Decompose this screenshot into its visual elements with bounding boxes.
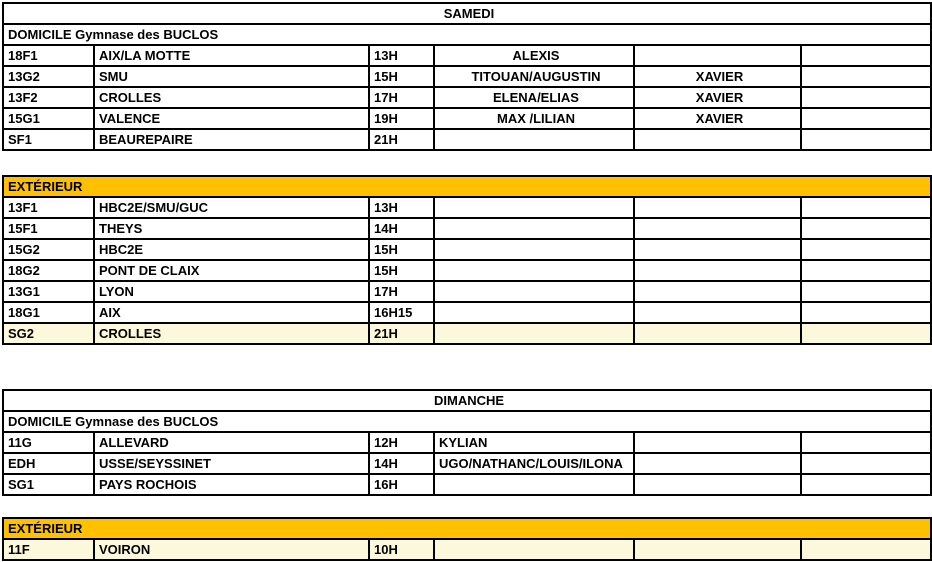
opponent-cell: HBC2E — [94, 239, 369, 260]
referee-cell — [634, 432, 801, 453]
opponent-cell: PAYS ROCHOIS — [94, 474, 369, 495]
category-cell: 11F — [3, 539, 94, 560]
extra-cell — [801, 302, 931, 323]
time-cell: 10H — [369, 539, 434, 560]
extra-cell — [801, 108, 931, 129]
players-cell — [434, 239, 634, 260]
table-row — [3, 302, 931, 323]
category-cell: EDH — [3, 453, 94, 474]
extra-cell — [801, 129, 931, 150]
category-cell: SG2 — [3, 323, 94, 344]
time-cell: 19H — [369, 108, 434, 129]
table-row — [3, 66, 931, 87]
dimanche-title-row — [3, 390, 931, 411]
opponent-cell: VOIRON — [94, 539, 369, 560]
samedi-title: SAMEDI — [3, 3, 931, 24]
referee-cell — [634, 197, 801, 218]
opponent-cell: HBC2E/SMU/GUC — [94, 197, 369, 218]
referee-cell: XAVIER — [634, 66, 801, 87]
opponent-cell: PONT DE CLAIX — [94, 260, 369, 281]
extra-cell — [801, 239, 931, 260]
table-row — [3, 45, 931, 66]
dimanche-exterieur-header-row — [3, 518, 931, 539]
time-cell: 14H — [369, 453, 434, 474]
table-row — [3, 260, 931, 281]
exterieur-header: EXTÉRIEUR — [3, 176, 931, 197]
players-cell — [434, 197, 634, 218]
exterieur-header: EXTÉRIEUR — [3, 518, 931, 539]
extra-cell — [801, 45, 931, 66]
table-row — [3, 129, 931, 150]
referee-cell — [634, 239, 801, 260]
dimanche-domicile-table — [2, 389, 932, 496]
players-cell: UGO/NATHANC/LOUIS/ILONA — [434, 453, 634, 474]
category-cell: 13F1 — [3, 197, 94, 218]
opponent-cell: THEYS — [94, 218, 369, 239]
table-row — [3, 281, 931, 302]
referee-cell — [634, 281, 801, 302]
players-cell — [434, 474, 634, 495]
referee-cell — [634, 474, 801, 495]
players-cell: ELENA/ELIAS — [434, 87, 634, 108]
extra-cell — [801, 281, 931, 302]
category-cell: 18G2 — [3, 260, 94, 281]
opponent-cell: LYON — [94, 281, 369, 302]
time-cell: 15H — [369, 260, 434, 281]
players-cell: ALEXIS — [434, 45, 634, 66]
domicile-header: DOMICILE Gymnase des BUCLOS — [3, 411, 931, 432]
table-row — [3, 218, 931, 239]
time-cell: 21H — [369, 129, 434, 150]
table-row — [3, 432, 931, 453]
time-cell: 17H — [369, 281, 434, 302]
table-row — [3, 87, 931, 108]
extra-cell — [801, 87, 931, 108]
opponent-cell: VALENCE — [94, 108, 369, 129]
referee-cell: XAVIER — [634, 108, 801, 129]
opponent-cell: ALLEVARD — [94, 432, 369, 453]
time-cell: 16H15 — [369, 302, 434, 323]
schedule-page — [0, 2, 932, 561]
category-cell: SF1 — [3, 129, 94, 150]
time-cell: 14H — [369, 218, 434, 239]
category-cell: 15G1 — [3, 108, 94, 129]
extra-cell — [801, 66, 931, 87]
dimanche-title: DIMANCHE — [3, 390, 931, 411]
category-cell: 18G1 — [3, 302, 94, 323]
opponent-cell: USSE/SEYSSINET — [94, 453, 369, 474]
category-cell: 13F2 — [3, 87, 94, 108]
extra-cell — [801, 260, 931, 281]
table-row — [3, 197, 931, 218]
samedi-domicile-table — [2, 2, 932, 151]
opponent-cell: BEAUREPAIRE — [94, 129, 369, 150]
players-cell: TITOUAN/AUGUSTIN — [434, 66, 634, 87]
time-cell: 12H — [369, 432, 434, 453]
time-cell: 15H — [369, 66, 434, 87]
extra-cell — [801, 323, 931, 344]
category-cell: SG1 — [3, 474, 94, 495]
category-cell: 18F1 — [3, 45, 94, 66]
table-row — [3, 453, 931, 474]
table-row-highlighted — [3, 539, 931, 560]
opponent-cell: CROLLES — [94, 87, 369, 108]
samedi-title-row — [3, 3, 931, 24]
opponent-cell: AIX — [94, 302, 369, 323]
referee-cell — [634, 260, 801, 281]
players-cell — [434, 539, 634, 560]
domicile-header: DOMICILE Gymnase des BUCLOS — [3, 24, 931, 45]
category-cell: 11G — [3, 432, 94, 453]
extra-cell — [801, 197, 931, 218]
players-cell — [434, 281, 634, 302]
category-cell: 15G2 — [3, 239, 94, 260]
extra-cell — [801, 474, 931, 495]
players-cell: MAX /LILIAN — [434, 108, 634, 129]
opponent-cell: CROLLES — [94, 323, 369, 344]
time-cell: 16H — [369, 474, 434, 495]
extra-cell — [801, 539, 931, 560]
players-cell: KYLIAN — [434, 432, 634, 453]
dimanche-domicile-header-row — [3, 411, 931, 432]
players-cell — [434, 129, 634, 150]
players-cell — [434, 260, 634, 281]
time-cell: 15H — [369, 239, 434, 260]
extra-cell — [801, 218, 931, 239]
referee-cell — [634, 539, 801, 560]
category-cell: 13G2 — [3, 66, 94, 87]
opponent-cell: AIX/LA MOTTE — [94, 45, 369, 66]
table-row-highlighted — [3, 323, 931, 344]
referee-cell — [634, 302, 801, 323]
category-cell: 15F1 — [3, 218, 94, 239]
players-cell — [434, 302, 634, 323]
players-cell — [434, 323, 634, 344]
category-cell: 13G1 — [3, 281, 94, 302]
referee-cell — [634, 323, 801, 344]
time-cell: 21H — [369, 323, 434, 344]
referee-cell — [634, 129, 801, 150]
referee-cell: XAVIER — [634, 87, 801, 108]
time-cell: 13H — [369, 45, 434, 66]
samedi-exterieur-header-row — [3, 176, 931, 197]
extra-cell — [801, 453, 931, 474]
dimanche-exterieur-table — [2, 517, 932, 561]
opponent-cell: SMU — [94, 66, 369, 87]
extra-cell — [801, 432, 931, 453]
referee-cell — [634, 453, 801, 474]
table-row — [3, 474, 931, 495]
table-row — [3, 239, 931, 260]
table-row — [3, 108, 931, 129]
players-cell — [434, 218, 634, 239]
samedi-domicile-header-row — [3, 24, 931, 45]
samedi-exterieur-table — [2, 175, 932, 345]
time-cell: 17H — [369, 87, 434, 108]
time-cell: 13H — [369, 197, 434, 218]
referee-cell — [634, 45, 801, 66]
referee-cell — [634, 218, 801, 239]
